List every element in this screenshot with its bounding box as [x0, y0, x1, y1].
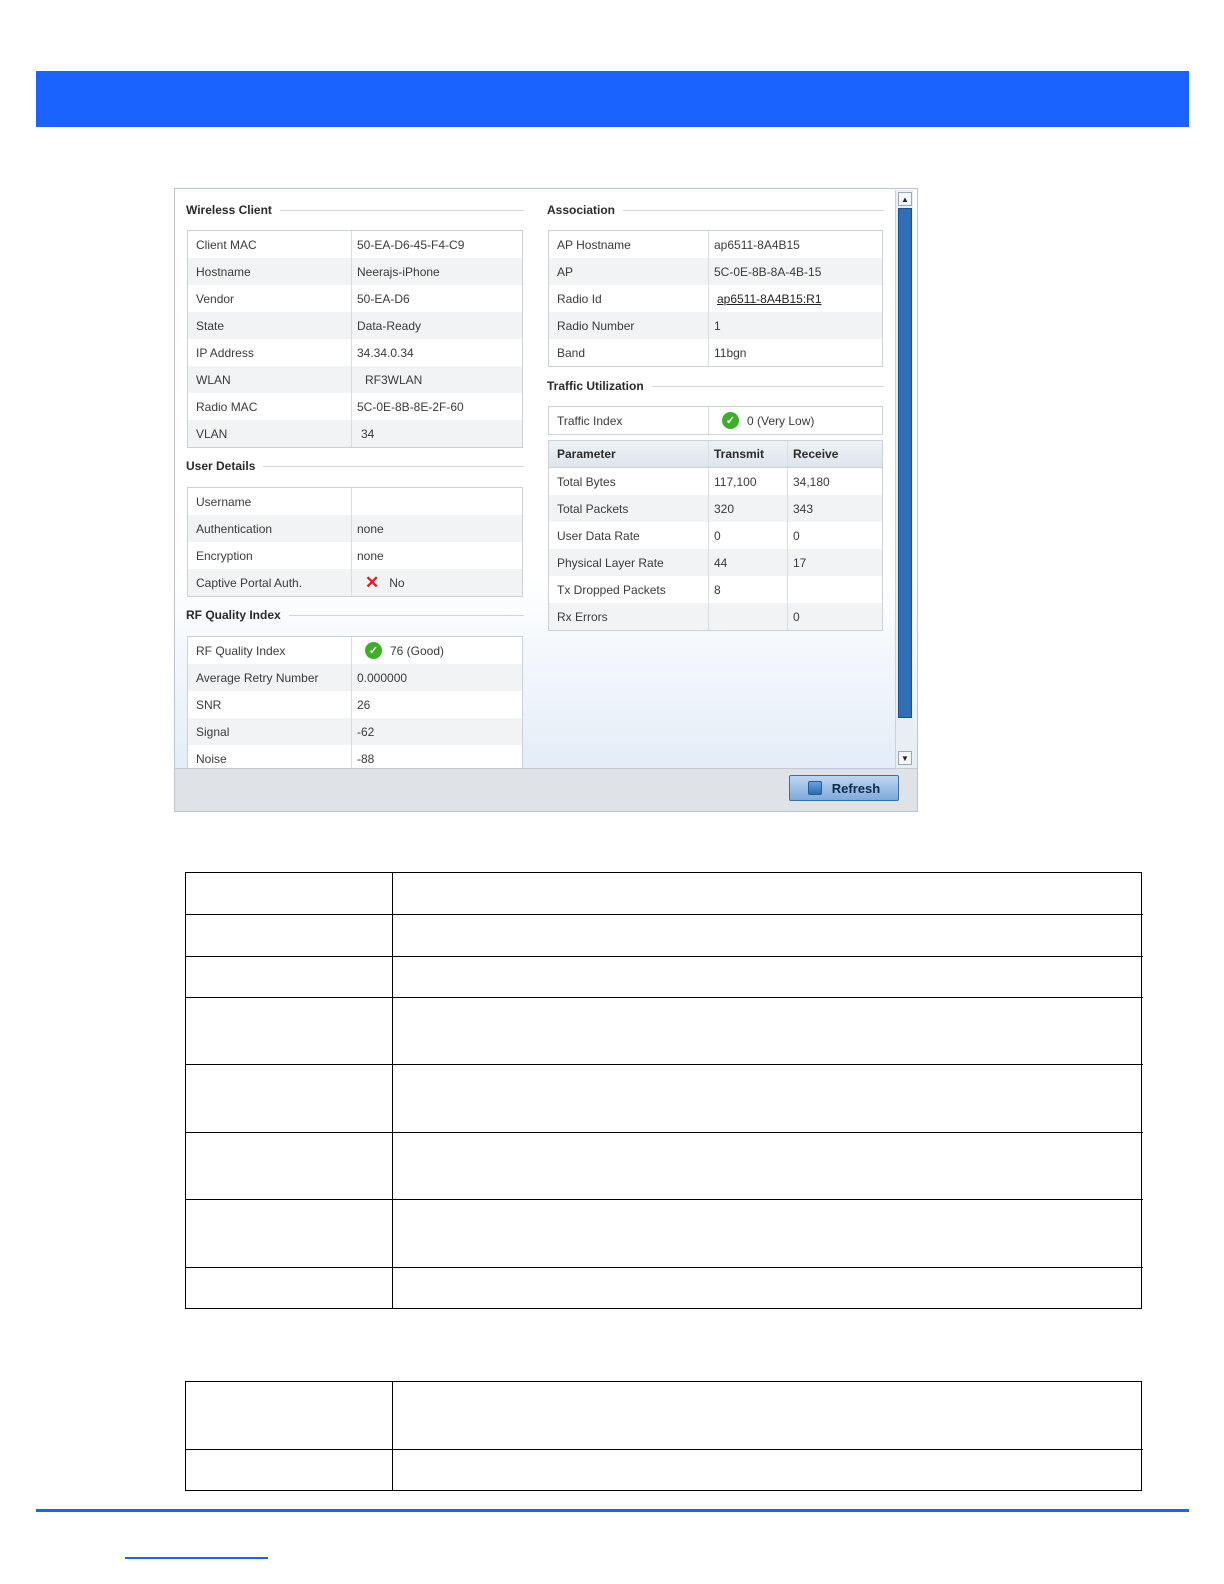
section-title-text: Wireless Client [186, 203, 272, 217]
grid-row [188, 718, 522, 745]
row-value: 34 [361, 426, 375, 441]
x-icon: ✕ [365, 573, 380, 592]
row-value [352, 637, 522, 664]
row-value: 50-EA-D6 [357, 291, 410, 306]
table-row [549, 549, 882, 576]
grid-row [188, 339, 522, 366]
grid-row [188, 691, 522, 718]
table-row [549, 468, 882, 495]
panel-footer [175, 768, 917, 812]
cell: 343 [793, 501, 814, 516]
traffic-index-value: 0 (Very Low) [747, 413, 815, 428]
section-title-text: User Details [186, 459, 256, 473]
row-value: none [357, 548, 384, 563]
grid-row [549, 312, 882, 339]
grid-row [188, 312, 522, 339]
wireless-client-section-title [186, 203, 524, 217]
row-label: Band [549, 339, 709, 366]
grid-row [549, 407, 882, 434]
row-value: 1 [714, 318, 721, 333]
row-label: Traffic Index [549, 407, 709, 434]
row-value: RF3WLAN [365, 372, 423, 387]
description-table-2 [185, 1381, 1142, 1491]
row-value: 5C-0E-8B-8E-2F-60 [357, 399, 464, 414]
row-value: 26 [357, 697, 371, 712]
refresh-icon [808, 781, 822, 795]
grid-row [188, 393, 522, 420]
row-value: none [357, 521, 384, 536]
scroll-up-button[interactable] [898, 192, 912, 206]
arrow-down-icon: ▼ [901, 753, 909, 763]
row-label: VLAN [188, 420, 352, 447]
row-label: Hostname [188, 258, 352, 285]
row-label: AP Hostname [549, 231, 709, 258]
section-title-text: Association [547, 203, 616, 217]
table-row-divider [186, 1449, 1143, 1450]
cell: 117,100 [709, 468, 788, 495]
grid-row [188, 515, 522, 542]
captive-portal-value: No [389, 575, 405, 590]
footer-link-underline[interactable] [125, 1557, 268, 1559]
cell: 8 [709, 576, 788, 603]
row-label: Radio Number [549, 312, 709, 339]
cell: Total Packets [549, 495, 709, 522]
row-label: IP Address [188, 339, 352, 366]
description-table-1 [185, 872, 1142, 1309]
row-label: Vendor [188, 285, 352, 312]
scroll-down-button[interactable] [898, 751, 912, 765]
row-value [352, 488, 522, 515]
row-label: Authentication [188, 515, 352, 542]
row-label: Signal [188, 718, 352, 745]
row-value: 11bgn [714, 345, 747, 360]
table-row-divider [186, 1267, 1143, 1268]
row-label: Radio Id [549, 285, 709, 312]
traffic-table [548, 440, 883, 631]
user-details-grid [187, 487, 523, 597]
table-row [549, 522, 882, 549]
grid-row [549, 339, 882, 366]
table-row [549, 495, 882, 522]
radio-id-link[interactable]: ap6511-8A4B15:R1 [717, 291, 822, 306]
cell: Tx Dropped Packets [549, 576, 709, 603]
cell: Total Bytes [549, 468, 709, 495]
refresh-button[interactable] [789, 775, 899, 801]
grid-row [188, 637, 522, 664]
row-label: Noise [188, 745, 352, 769]
grid-row [549, 285, 882, 312]
table-row-divider [186, 1064, 1143, 1065]
row-label: Encryption [188, 542, 352, 569]
traffic-index-grid [548, 406, 883, 435]
row-value [709, 407, 882, 434]
cell: 44 [709, 549, 788, 576]
user-details-section-title [186, 459, 524, 473]
grid-row [188, 258, 522, 285]
table-row-divider [186, 914, 1143, 915]
column-divider [392, 1382, 393, 1490]
column-header-parameter[interactable]: Parameter [549, 441, 709, 467]
cell: Rx Errors [549, 603, 709, 630]
row-label: AP [549, 258, 709, 285]
row-value: 5C-0E-8B-8A-4B-15 [714, 264, 822, 279]
row-label: State [188, 312, 352, 339]
row-label: Username [188, 488, 352, 515]
row-label: Client MAC [188, 231, 352, 258]
grid-row [188, 569, 522, 596]
traffic-section-title [547, 379, 884, 393]
rf-quality-grid [187, 636, 523, 769]
row-label: SNR [188, 691, 352, 718]
header-banner [36, 71, 1189, 127]
grid-row [188, 664, 522, 691]
cell [788, 576, 882, 603]
row-value: 0.000000 [357, 670, 408, 685]
grid-row [188, 488, 522, 515]
cell: 0 [793, 528, 800, 543]
table-row [549, 603, 882, 630]
refresh-label: Refresh [831, 780, 881, 796]
cell: 0 [709, 522, 788, 549]
check-icon: ✓ [722, 412, 739, 429]
grid-row [188, 231, 522, 258]
cell: 320 [709, 495, 788, 522]
cell: 34,180 [793, 474, 830, 489]
grid-row [549, 231, 882, 258]
row-value: -88 [357, 751, 375, 766]
cell: 17 [793, 555, 807, 570]
grid-row [188, 366, 522, 393]
table-row-divider [186, 1132, 1143, 1133]
section-title-text: RF Quality Index [186, 608, 281, 622]
row-label: Captive Portal Auth. [188, 569, 352, 596]
table-row-divider [186, 997, 1143, 998]
wireless-client-grid [187, 230, 523, 448]
arrow-up-icon: ▲ [901, 194, 909, 204]
grid-row [188, 745, 522, 769]
row-value: ap6511-8A4B15 [714, 237, 800, 252]
rf-quality-section-title [186, 608, 524, 622]
client-details-panel [174, 188, 918, 812]
association-section-title [547, 203, 884, 217]
column-header-transmit[interactable]: Transmit [709, 441, 788, 467]
association-grid [548, 230, 883, 367]
table-row [549, 576, 882, 603]
rf-quality-value: 76 (Good) [390, 643, 445, 658]
grid-row [549, 258, 882, 285]
row-value: Data-Ready [357, 318, 422, 333]
table-header [549, 441, 882, 468]
cell: User Data Rate [549, 522, 709, 549]
scroll-thumb[interactable] [898, 208, 912, 718]
grid-row [188, 285, 522, 312]
cell: 0 [793, 609, 800, 624]
vertical-scrollbar[interactable] [895, 190, 913, 768]
row-value: 34.34.0.34 [357, 345, 414, 360]
column-divider [392, 873, 393, 1308]
row-label: RF Quality Index [188, 637, 352, 664]
grid-row [188, 542, 522, 569]
row-value [352, 569, 522, 596]
section-title-text: Traffic Utilization [547, 379, 644, 393]
row-label: Radio MAC [188, 393, 352, 420]
table-row-divider [186, 956, 1143, 957]
row-label: Average Retry Number [188, 664, 352, 691]
row-value: 50-EA-D6-45-F4-C9 [357, 237, 465, 252]
row-value: -62 [357, 724, 375, 739]
cell: Physical Layer Rate [549, 549, 709, 576]
check-icon: ✓ [365, 642, 382, 659]
grid-row [188, 420, 522, 447]
column-header-receive[interactable]: Receive [793, 447, 839, 461]
cell [709, 603, 788, 630]
row-label: WLAN [188, 366, 352, 393]
row-value: Neerajs-iPhone [357, 264, 440, 279]
table-row-divider [186, 1199, 1143, 1200]
footer-rule [36, 1509, 1189, 1512]
